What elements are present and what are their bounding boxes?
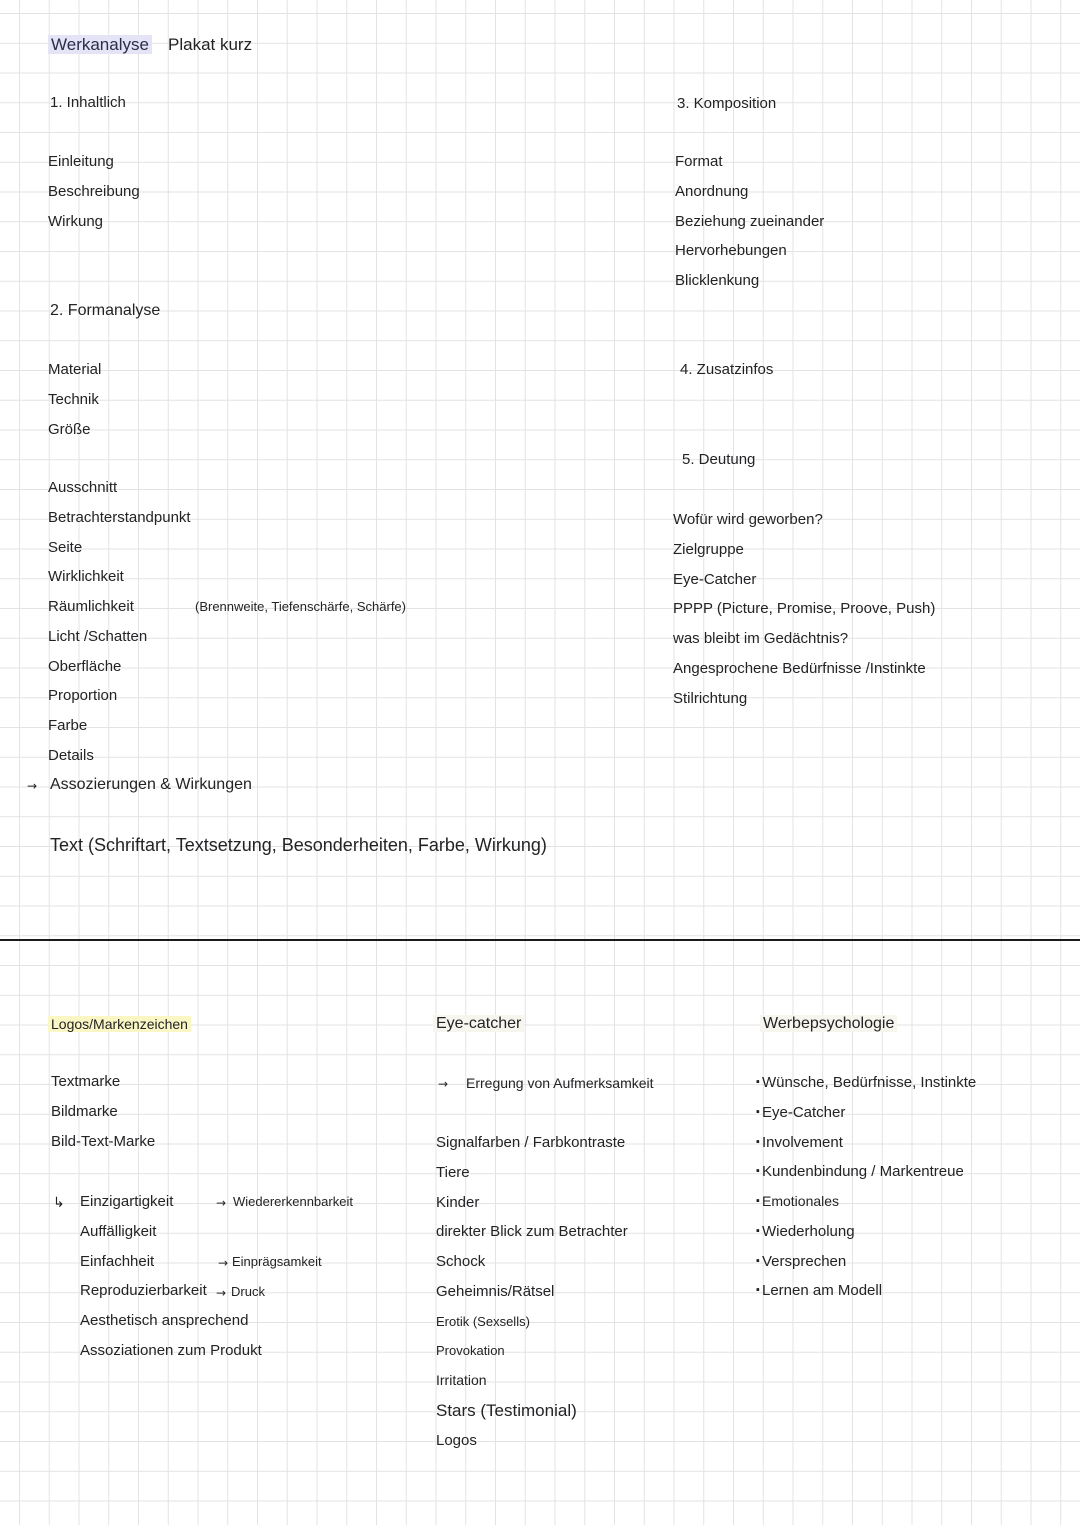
list-item: Erotik (Sexsells) <box>436 1313 530 1329</box>
list-item: Bildmarke <box>51 1102 118 1120</box>
list-item: Beziehung zueinander <box>675 212 825 230</box>
list-item: Irritation <box>436 1372 487 1388</box>
list-item: Provokation <box>436 1343 505 1359</box>
list-item: Seite <box>48 538 83 556</box>
list-item: Beschreibung <box>48 182 140 200</box>
list-item: Angesprochene Bedürfnisse /Instinkte <box>673 659 926 677</box>
list-item: Einfachheit <box>80 1252 155 1270</box>
list-item: Wirklichkeit <box>48 568 124 586</box>
list-item <box>755 1187 976 1217</box>
section-heading-komposition: 3. Komposition <box>677 95 777 112</box>
list-item: Technik <box>48 390 99 408</box>
list-item: Einzigartigkeit <box>80 1193 174 1210</box>
arrow-right-icon <box>438 1068 448 1099</box>
eye-catcher-purpose: Erregung von Aufmerksamkeit <box>466 1075 654 1091</box>
bullet-icon <box>755 1217 762 1247</box>
list-item: Details <box>48 746 94 764</box>
bullet-icon <box>755 1187 762 1217</box>
list-item <box>755 1276 976 1306</box>
list-item-text: Versprechen <box>762 1252 847 1270</box>
arrow-right-icon <box>218 1247 228 1278</box>
list-item: Oberfläche <box>48 657 122 675</box>
list-item: Auffälligkeit <box>80 1222 157 1240</box>
list-item: Logos <box>436 1431 477 1449</box>
list-item: Textmarke <box>51 1073 121 1090</box>
section-heading-zusatzinfos: 4. Zusatzinfos <box>680 361 774 378</box>
list-item: Kinder <box>436 1193 480 1211</box>
deutung-list <box>673 505 935 713</box>
list-item <box>755 1217 976 1247</box>
list-item: Aesthetisch ansprechend <box>80 1312 249 1329</box>
list-item: Reproduzierbarkeit <box>80 1282 207 1300</box>
list-item-text: Wiederholung <box>762 1222 855 1240</box>
list-item-text: Involvement <box>762 1133 843 1151</box>
page-title <box>48 30 152 60</box>
text-analysis-line: Text (Schriftart, Textsetzung, Besonderheiten, Farbe, Wirkung) <box>50 835 547 855</box>
page-title-text: Werkanalyse <box>48 35 152 54</box>
list-item-text: Lernen am Modell <box>762 1282 883 1300</box>
effect-wiedererkennbarkeit: Wiedererkennbarkeit <box>233 1194 353 1209</box>
list-item: Zielgruppe <box>673 540 744 558</box>
list-item: Wirkung <box>48 212 104 230</box>
komposition-list <box>675 147 824 296</box>
bullet-icon <box>755 1068 762 1098</box>
page-subtitle: Plakat kurz <box>168 35 253 54</box>
formanalyse-basics-list <box>48 355 101 444</box>
effect-einpraegsamkeit: Einprägsamkeit <box>232 1254 322 1269</box>
list-item: Ausschnitt <box>48 479 118 496</box>
list-item-text: Kundenbindung / Markentreue <box>762 1163 964 1181</box>
effect-druck: Druck <box>231 1284 265 1299</box>
list-item: was bleibt im Gedächtnis? <box>673 630 849 647</box>
list-item: PPPP (Picture, Promise, Proove, Push) <box>673 600 936 618</box>
section-heading-logos-text: Logos/Markenzeichen <box>48 1016 191 1032</box>
section-heading-formanalyse: 2. Formanalyse <box>50 302 161 319</box>
list-item: Stars (Testimonial) <box>436 1400 577 1420</box>
list-item: Material <box>48 361 102 378</box>
logo-types-list <box>51 1067 155 1156</box>
eye-catcher-list <box>436 1128 628 1455</box>
arrow-right-icon <box>216 1187 226 1218</box>
list-item: Licht /Schatten <box>48 627 148 645</box>
list-item: Schock <box>436 1253 486 1270</box>
list-item <box>755 1247 976 1277</box>
list-item: Blicklenkung <box>675 272 760 289</box>
raeumlichkeit-note: (Brennweite, Tiefenschärfe, Schärfe) <box>195 599 406 614</box>
arrow-right-icon <box>27 770 37 801</box>
list-item: Eye-Catcher <box>673 570 757 588</box>
list-item: direkter Blick zum Betrachter <box>436 1223 628 1241</box>
list-item: Format <box>675 153 723 170</box>
bullet-icon <box>755 1276 762 1306</box>
list-item <box>755 1068 976 1098</box>
list-item-text: Eye-Catcher <box>762 1103 846 1121</box>
arrow-right-icon <box>216 1277 226 1308</box>
list-item: Einleitung <box>48 153 114 170</box>
section-heading-inhaltlich: 1. Inhaltlich <box>50 94 126 111</box>
return-arrow-icon <box>53 1187 65 1218</box>
list-item: Bild-Text-Marke <box>51 1132 156 1150</box>
bullet-icon <box>755 1098 762 1128</box>
list-item: Hervorhebungen <box>675 242 787 260</box>
formanalyse-details-list <box>48 473 191 771</box>
list-item: Proportion <box>48 687 118 705</box>
list-item: Stilrichtung <box>673 689 748 707</box>
section-heading-werbepsychologie-text: Werbepsychologie <box>760 1015 897 1032</box>
list-item: Farbe <box>48 717 88 734</box>
list-item: Geheimnis/Rätsel <box>436 1282 555 1300</box>
bullet-icon <box>755 1247 762 1277</box>
list-item: Räumlichkeit <box>48 598 134 615</box>
section-heading-werbepsychologie <box>760 1009 897 1039</box>
list-item: Wofür wird geworben? <box>673 511 823 528</box>
bullet-icon <box>755 1157 762 1187</box>
list-item: Größe <box>48 420 91 438</box>
list-item: Tiere <box>436 1163 470 1181</box>
inhaltlich-list <box>48 147 140 236</box>
list-item: Betrachterstandpunkt <box>48 508 191 526</box>
list-item: Anordnung <box>675 182 749 200</box>
section-heading-eye-catcher-text: Eye-catcher <box>433 1015 524 1032</box>
list-item-text: Emotionales <box>762 1193 840 1209</box>
list-item: Assoziationen zum Produkt <box>80 1341 262 1359</box>
list-item <box>755 1128 976 1158</box>
list-item <box>755 1157 976 1187</box>
section-heading-eye-catcher <box>433 1009 524 1039</box>
bullet-icon <box>755 1128 762 1158</box>
section-divider <box>0 939 1080 941</box>
list-item <box>755 1098 976 1128</box>
list-item: Signalfarben / Farbkontraste <box>436 1134 626 1151</box>
list-item-text: Wünsche, Bedürfnisse, Instinkte <box>762 1074 977 1091</box>
werbepsychologie-list <box>755 1068 976 1306</box>
section-heading-deutung: 5. Deutung <box>682 451 756 468</box>
formanalyse-conclusion: Assozierungen & Wirkungen <box>50 776 252 793</box>
section-heading-logos <box>48 1009 191 1039</box>
